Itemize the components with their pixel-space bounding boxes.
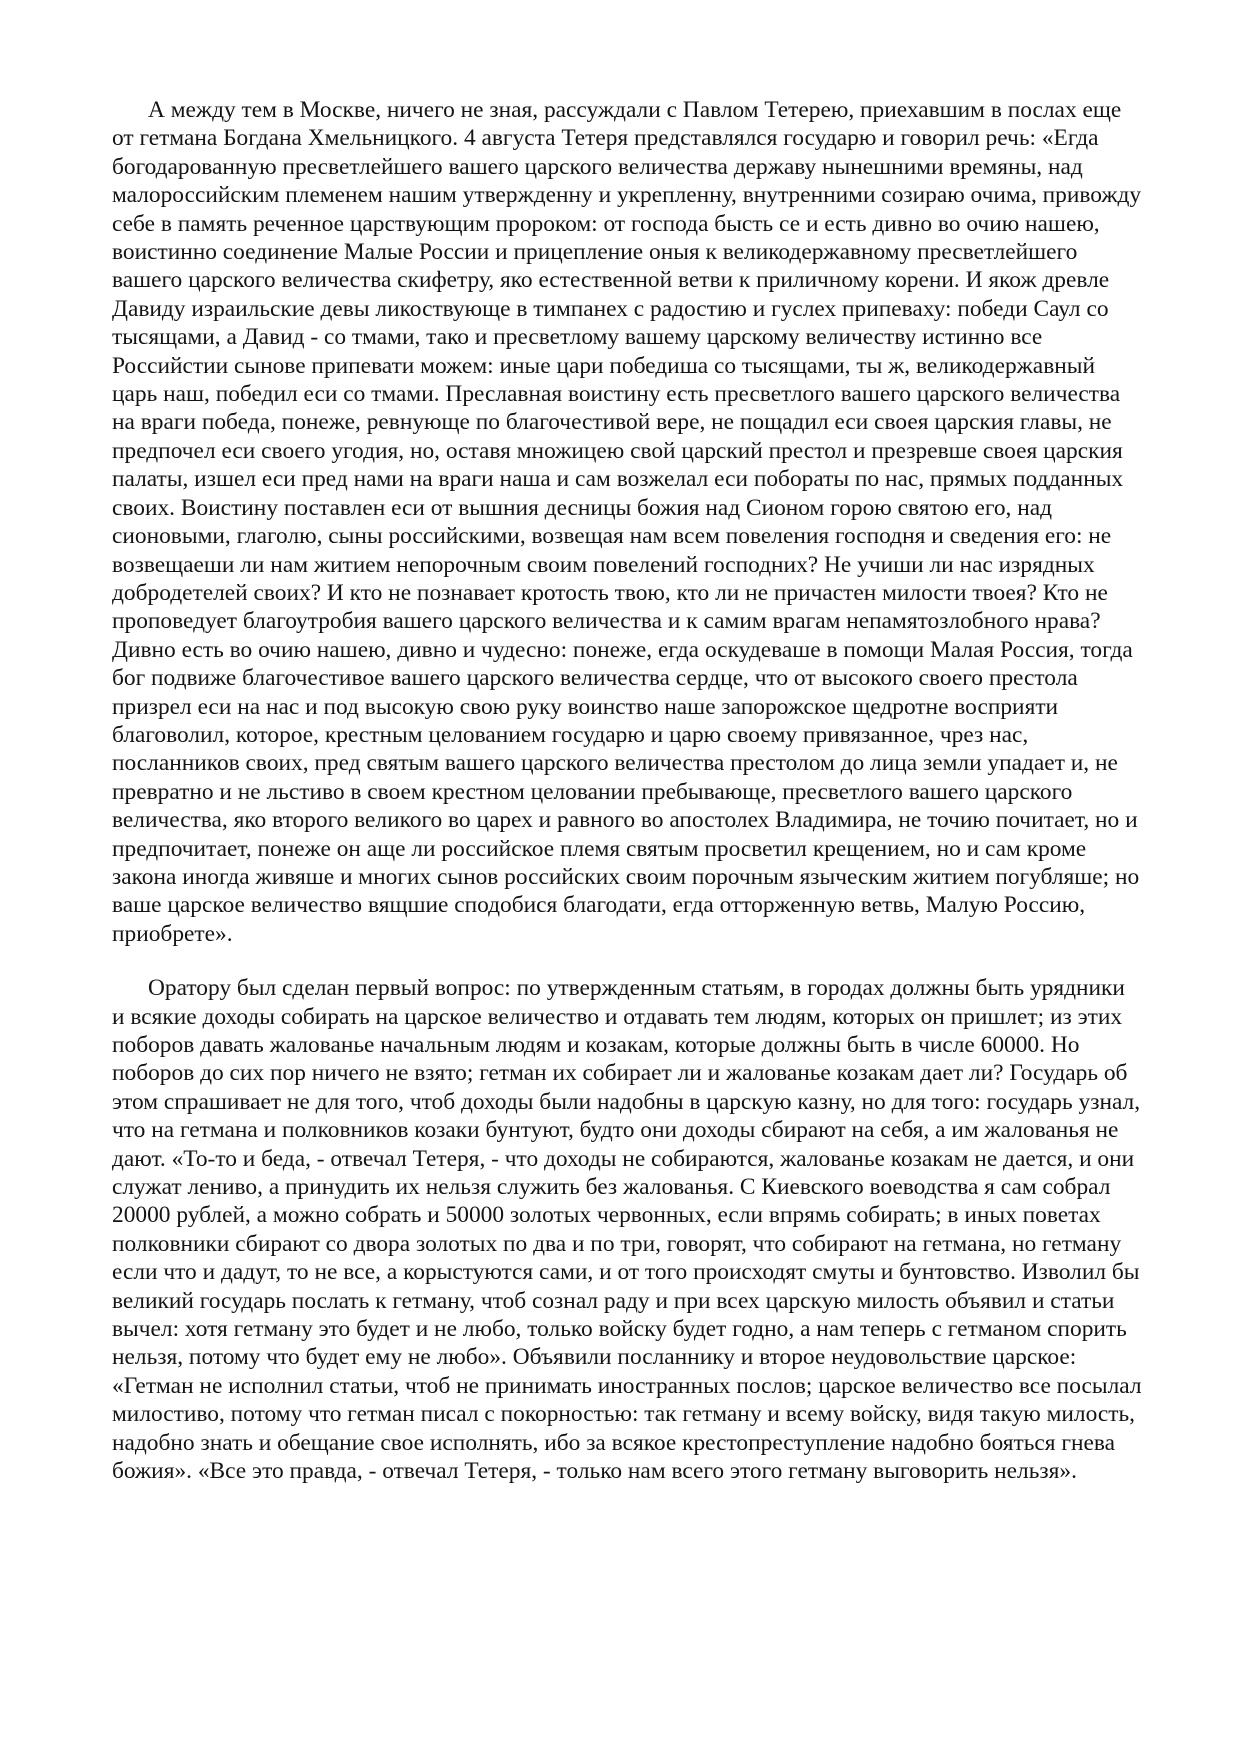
document-page bbox=[112, 96, 1142, 1486]
paragraph-1: А между тем в Москве, ничего не зная, рассуждали с Павлом Тетерею, приехавшим в послах еще от гетмана Богдана Хмельницкого. 4 августа Тетеря представлялся государю и говорил речь: «Егда богодарованную пресветлейшего вашего царского величества державу нынешними времяны, над малороссийским племенем нашим утвержденну и укрепленну, внутренними созираю очима, привожду себе в память реченное царствующим пророком: от господа бысть се и есть дивно во очию нашею, воистинно соединение Малые России и прицепление оныя к великодержавному пресветлейшего вашего царского величества скифетру, яко естественной ветви к приличному корени. И якож древле Давиду израильские девы ликоствующе в тимпанех с радостию и гуслех припеваху: победи Саул со тысящами, а Давид - со тмами, тако и пресветлому вашему царскому величеству истинно все Российстии сынове припевати можем: иные цари победиша со тысящами, ты ж, великодержавный царь наш, победил еси со тмами. Преславная воистину есть пресветлого вашего царского величества на враги победа, понеже, ревнующе по благочестивой вере, не пощадил еси своея царския главы, не предпочел еси своего угодия, но, оставя множицею свой царский престол и презревше своея царския палаты, изшел еси пред нами на враги наша и сам возжелал еси побораты по нас, прямых подданных своих. Воистину поставлен еси от вышния десницы божия над Сионом горою святою его, над сионовыми, глаголю, сыны российскими, возвещая нам всем повеления господня и сведения его: не возвещаеши ли нам житием непорочным своим повелений господних? Не учиши ли нас изрядных добродетелей своих? И кто не познавает кротость твою, кто ли не причастен милости твоея? Кто не проповедует благоутробия вашего царского величества и к самим врагам непамятозлобного нрава? Дивно есть во очию нашею, дивно и чудесно: понеже, егда оскудеваше в помощи Малая Россия, тогда бог подвиже благочестивое вашего царского величества сердце, что от высокого своего престола призрел еси на нас и под высокую свою руку воинство наше запорожское щедротне восприяти благоволил, которое, крестным целованием государю и царю своему привязанное, чрез нас, посланников своих, пред святым вашего царского величества престолом до лица земли упадает и, не превратно и не льстиво в своем крестном целовании пребывающе, пресветлого вашего царского величества, яко второго великого во царех и равного во апостолех Владимира, не точию почитает, но и предпочитает, понеже он аще ли российское племя святым просветил крещением, но и сам кроме закона иногда живяше и многих сынов российских своим порочным языческим житием погубляше; но ваше царское величество вящшие сподобися благодати, егда отторженную ветвь, Малую Россию, приобрете». bbox=[112, 97, 1142, 947]
paragraph-2: Оратору был сделан первый вопрос: по утвержденным статьям, в городах должны быть урядники и всякие доходы собирать на царское величество и отдавать тем людям, которых он пришлет; из этих поборов давать жалованье начальным людям и козакам, которые должны быть в числе 60000. Но поборов до сих пор ничего не взято; гетман их собирает ли и жалованье козакам дает ли? Государь об этом спрашивает не для того, чтоб доходы были надобны в царскую казну, но для того: государь узнал, что на гетмана и полковников козаки бунтуют, будто они доходы сбирают на себя, а им жалованья не дают. «То-то и беда, - отвечал Тетеря, - что доходы не собираются, жалованье козакам не дается, и они служат лениво, а принудить их нельзя служить без жалованья. С Киевского воеводства я сам собрал 20000 рублей, а можно собрать и 50000 золотых червонных, если впрямь собирать; в иных поветах полковники сбирают со двора золотых по два и по три, говорят, что собирают на гетмана, но гетману если что и дадут, то не все, а корыстуются сами, и от того происходят смуты и бунтовство. Изволил бы великий государь послать к гетману, чтоб сознал раду и при всех царскую милость объявил и статьи вычел: хотя гетману это будет и не любо, только войску будет годно, а нам теперь с гетманом спорить нельзя, потому что будет ему не любо». Объявили посланнику и второе неудовольствие царское: «Гетман не исполнил статьи, чтоб не принимать иностранных послов; царское величество все посылал милостиво, потому что гетман писал с покорностью: так гетману и всему войску, видя такую милость, надобно знать и обещание свое исполнять, ибо за всякое крестопреступление надобно бояться гнева божия». «Все это правда, - отвечал Тетеря, - только нам всего этого гетману выговорить нельзя». bbox=[112, 975, 1142, 1485]
paragraph-spacer bbox=[112, 948, 1142, 974]
